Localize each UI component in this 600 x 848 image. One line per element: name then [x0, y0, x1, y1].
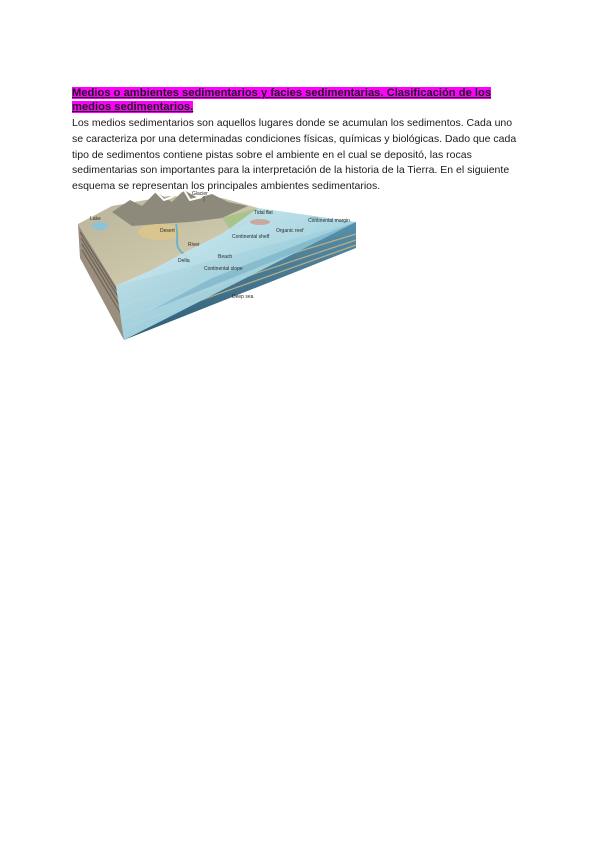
label-continental-margin: Continental margin — [308, 218, 350, 224]
label-continental-shelf: Continental shelf — [232, 234, 270, 240]
lake-shape — [92, 222, 108, 230]
label-lake: Lake — [90, 216, 101, 222]
highlighted-title: Medios o ambientes sedimentarios y facies sedimentarias. Clasificación de los medios sedimentarios. — [72, 87, 492, 113]
label-continental-slope: Continental slope — [204, 266, 243, 272]
block-diagram — [72, 188, 360, 352]
body-paragraph: Los medios sedimentarios son aquellos lugares donde se acumulan los sedimentos. Cada uno se caracteriza por una determinadas condiciones físicas, químicas y biológicas. Dado que cada tipo de sedimentos contiene pistas sobre el ambiente en el cual se depositó, las rocas sedimentarias son importantes para la interpretación de la historia de la Tierra. En el siguiente esquema se representan los principales ambientes sedimentarios. — [72, 117, 517, 193]
label-desert: Desert — [160, 228, 175, 234]
label-organic-reef: Organic reef — [276, 228, 304, 234]
label-river: River — [188, 242, 200, 248]
label-beach: Beach — [218, 254, 233, 260]
label-deep-sea: Deep sea — [232, 294, 254, 300]
reef-shape — [250, 219, 270, 225]
label-delta: Delta — [178, 258, 190, 264]
label-tidal-flat: Tidal flat — [254, 210, 273, 216]
section-heading — [72, 87, 512, 114]
sedimentary-environments-diagram — [72, 188, 360, 352]
label-glacier: Glacier — [192, 191, 208, 197]
